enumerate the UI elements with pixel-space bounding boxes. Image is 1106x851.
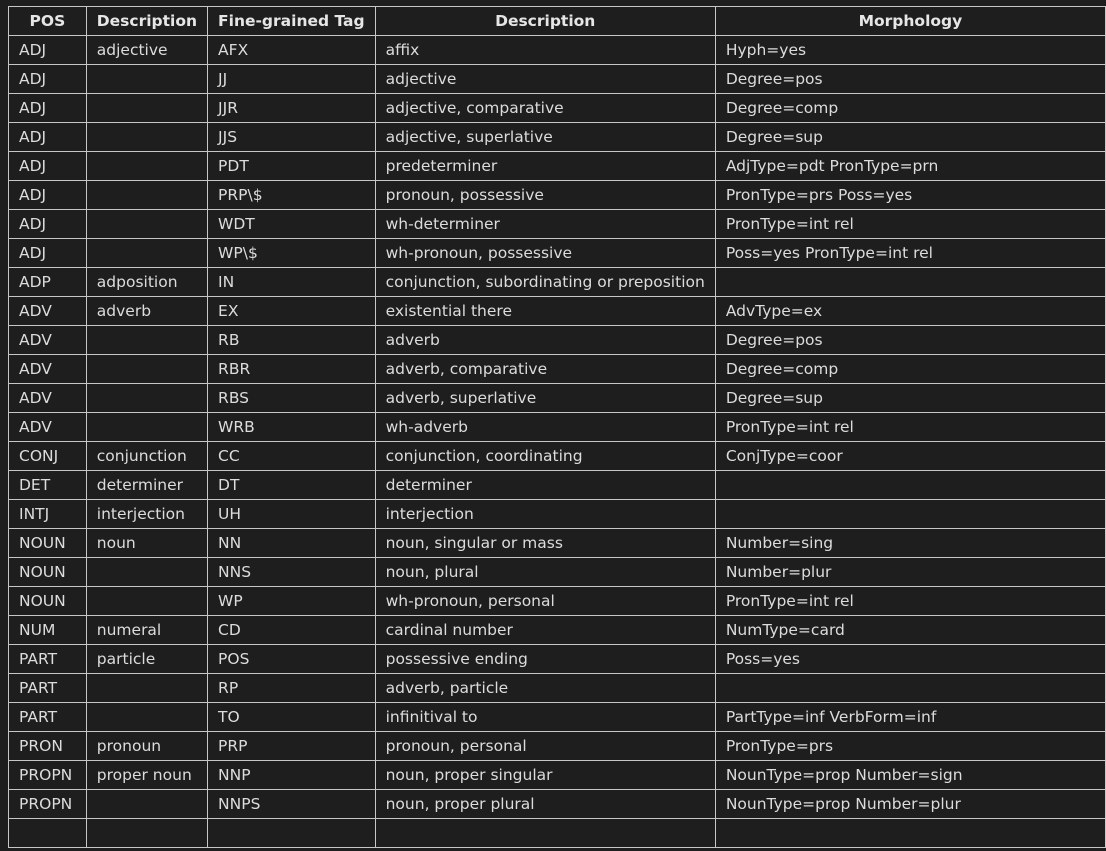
- header-pos-description: Description: [86, 7, 207, 36]
- table-row: [9, 558, 1106, 587]
- cell-tag-description: conjunction, coordinating: [375, 442, 715, 471]
- cell-pos-description: [86, 65, 207, 94]
- cell-pos-description: proper noun: [86, 761, 207, 790]
- cell-morphology: Degree=sup: [715, 384, 1105, 413]
- cell-tag-description: wh-pronoun, personal: [375, 587, 715, 616]
- cell-pos-description: [86, 558, 207, 587]
- cell-pos-description: [86, 674, 207, 703]
- cell-morphology: AdjType=pdt PronType=prn: [715, 152, 1105, 181]
- cell-pos-description: [86, 790, 207, 819]
- cell-morphology: [715, 819, 1105, 848]
- cell-pos-description: conjunction: [86, 442, 207, 471]
- cell-fine-grained-tag: PRP\$: [208, 181, 376, 210]
- table-row: [9, 210, 1106, 239]
- cell-pos: NOUN: [9, 587, 87, 616]
- cell-pos-description: [86, 181, 207, 210]
- table-header: [9, 7, 1106, 36]
- cell-morphology: Number=sing: [715, 529, 1105, 558]
- table-row: [9, 152, 1106, 181]
- cell-fine-grained-tag: RBR: [208, 355, 376, 384]
- cell-morphology: Number=plur: [715, 558, 1105, 587]
- header-tag-description: Description: [375, 7, 715, 36]
- cell-tag-description: pronoun, possessive: [375, 181, 715, 210]
- cell-pos: NOUN: [9, 529, 87, 558]
- cell-fine-grained-tag: WRB: [208, 413, 376, 442]
- cell-fine-grained-tag: IN: [208, 268, 376, 297]
- cell-pos-description: adposition: [86, 268, 207, 297]
- table-row: [9, 587, 1106, 616]
- table-row: [9, 761, 1106, 790]
- pos-tag-table: [8, 6, 1106, 848]
- cell-pos: PART: [9, 645, 87, 674]
- header-fine-grained-tag: Fine-grained Tag: [208, 7, 376, 36]
- cell-pos-description: determiner: [86, 471, 207, 500]
- cell-morphology: PronType=int rel: [715, 413, 1105, 442]
- cell-pos: DET: [9, 471, 87, 500]
- cell-morphology: [715, 268, 1105, 297]
- table-row: [9, 326, 1106, 355]
- cell-fine-grained-tag: DT: [208, 471, 376, 500]
- cell-morphology: PronType=prs: [715, 732, 1105, 761]
- cell-pos: ADJ: [9, 239, 87, 268]
- cell-fine-grained-tag: PDT: [208, 152, 376, 181]
- table-row: [9, 181, 1106, 210]
- cell-morphology: PronType=int rel: [715, 587, 1105, 616]
- cell-fine-grained-tag: TO: [208, 703, 376, 732]
- cell-tag-description: noun, proper singular: [375, 761, 715, 790]
- cell-fine-grained-tag: CC: [208, 442, 376, 471]
- cell-pos: NOUN: [9, 558, 87, 587]
- cell-fine-grained-tag: UH: [208, 500, 376, 529]
- cell-pos: [9, 819, 87, 848]
- cell-pos-description: [86, 384, 207, 413]
- cell-morphology: [715, 471, 1105, 500]
- cell-pos: ADV: [9, 384, 87, 413]
- table-row: [9, 790, 1106, 819]
- cell-fine-grained-tag: NN: [208, 529, 376, 558]
- cell-tag-description: cardinal number: [375, 616, 715, 645]
- table-row: [9, 500, 1106, 529]
- cell-morphology: AdvType=ex: [715, 297, 1105, 326]
- cell-pos: CONJ: [9, 442, 87, 471]
- cell-fine-grained-tag: JJR: [208, 94, 376, 123]
- cell-tag-description: noun, plural: [375, 558, 715, 587]
- cell-fine-grained-tag: RB: [208, 326, 376, 355]
- table-row: [9, 36, 1106, 65]
- table-row: [9, 529, 1106, 558]
- cell-pos: ADJ: [9, 36, 87, 65]
- cell-fine-grained-tag: NNPS: [208, 790, 376, 819]
- cell-fine-grained-tag: RBS: [208, 384, 376, 413]
- cell-tag-description: predeterminer: [375, 152, 715, 181]
- table-row: [9, 819, 1106, 848]
- cell-pos: ADJ: [9, 94, 87, 123]
- cell-pos-description: noun: [86, 529, 207, 558]
- table-row: [9, 616, 1106, 645]
- cell-tag-description: determiner: [375, 471, 715, 500]
- cell-tag-description: noun, proper plural: [375, 790, 715, 819]
- cell-tag-description: adjective: [375, 65, 715, 94]
- cell-pos: NUM: [9, 616, 87, 645]
- table-row: [9, 674, 1106, 703]
- header-row: [9, 7, 1106, 36]
- cell-fine-grained-tag: POS: [208, 645, 376, 674]
- cell-fine-grained-tag: JJ: [208, 65, 376, 94]
- cell-pos: ADJ: [9, 123, 87, 152]
- cell-pos-description: [86, 326, 207, 355]
- cell-tag-description: wh-pronoun, possessive: [375, 239, 715, 268]
- cell-morphology: Poss=yes PronType=int rel: [715, 239, 1105, 268]
- cell-pos-description: interjection: [86, 500, 207, 529]
- cell-pos-description: numeral: [86, 616, 207, 645]
- cell-tag-description: conjunction, subordinating or preposition: [375, 268, 715, 297]
- cell-fine-grained-tag: WP\$: [208, 239, 376, 268]
- table-row: [9, 123, 1106, 152]
- cell-fine-grained-tag: CD: [208, 616, 376, 645]
- cell-pos: ADV: [9, 355, 87, 384]
- cell-pos-description: [86, 703, 207, 732]
- cell-fine-grained-tag: RP: [208, 674, 376, 703]
- cell-morphology: PronType=int rel: [715, 210, 1105, 239]
- cell-morphology: NounType=prop Number=sign: [715, 761, 1105, 790]
- cell-fine-grained-tag: [208, 819, 376, 848]
- cell-tag-description: adverb, particle: [375, 674, 715, 703]
- cell-pos-description: [86, 210, 207, 239]
- cell-morphology: PartType=inf VerbForm=inf: [715, 703, 1105, 732]
- cell-pos-description: [86, 355, 207, 384]
- cell-morphology: Degree=pos: [715, 65, 1105, 94]
- cell-pos: ADJ: [9, 65, 87, 94]
- cell-pos-description: adverb: [86, 297, 207, 326]
- cell-tag-description: [375, 819, 715, 848]
- table-row: [9, 268, 1106, 297]
- header-pos: POS: [9, 7, 87, 36]
- cell-pos: PRON: [9, 732, 87, 761]
- table-row: [9, 645, 1106, 674]
- table-row: [9, 355, 1106, 384]
- cell-morphology: PronType=prs Poss=yes: [715, 181, 1105, 210]
- cell-tag-description: adverb, superlative: [375, 384, 715, 413]
- header-morphology: Morphology: [715, 7, 1105, 36]
- table-row: [9, 384, 1106, 413]
- cell-morphology: Hyph=yes: [715, 36, 1105, 65]
- cell-pos-description: [86, 94, 207, 123]
- table-row: [9, 471, 1106, 500]
- cell-morphology: [715, 674, 1105, 703]
- table-row: [9, 94, 1106, 123]
- cell-tag-description: interjection: [375, 500, 715, 529]
- cell-pos: PART: [9, 703, 87, 732]
- cell-pos-description: [86, 819, 207, 848]
- cell-pos: ADP: [9, 268, 87, 297]
- cell-pos: ADV: [9, 413, 87, 442]
- cell-morphology: Poss=yes: [715, 645, 1105, 674]
- cell-pos-description: [86, 239, 207, 268]
- cell-tag-description: adjective, comparative: [375, 94, 715, 123]
- table-row: [9, 65, 1106, 94]
- cell-pos: INTJ: [9, 500, 87, 529]
- cell-pos-description: particle: [86, 645, 207, 674]
- cell-tag-description: existential there: [375, 297, 715, 326]
- cell-fine-grained-tag: EX: [208, 297, 376, 326]
- cell-tag-description: affix: [375, 36, 715, 65]
- cell-pos: ADV: [9, 326, 87, 355]
- cell-pos-description: [86, 123, 207, 152]
- pos-tag-table-container: [8, 6, 1106, 848]
- cell-tag-description: adverb, comparative: [375, 355, 715, 384]
- cell-morphology: Degree=sup: [715, 123, 1105, 152]
- cell-pos-description: pronoun: [86, 732, 207, 761]
- table-row: [9, 239, 1106, 268]
- cell-pos: PROPN: [9, 790, 87, 819]
- cell-morphology: ConjType=coor: [715, 442, 1105, 471]
- cell-fine-grained-tag: AFX: [208, 36, 376, 65]
- cell-morphology: NumType=card: [715, 616, 1105, 645]
- cell-morphology: NounType=prop Number=plur: [715, 790, 1105, 819]
- cell-pos: ADJ: [9, 152, 87, 181]
- cell-morphology: Degree=comp: [715, 355, 1105, 384]
- table-body: [9, 36, 1106, 848]
- cell-tag-description: noun, singular or mass: [375, 529, 715, 558]
- cell-fine-grained-tag: PRP: [208, 732, 376, 761]
- cell-morphology: [715, 500, 1105, 529]
- cell-pos-description: [86, 587, 207, 616]
- cell-pos: PROPN: [9, 761, 87, 790]
- cell-morphology: Degree=pos: [715, 326, 1105, 355]
- cell-pos: ADJ: [9, 210, 87, 239]
- cell-morphology: Degree=comp: [715, 94, 1105, 123]
- cell-tag-description: infinitival to: [375, 703, 715, 732]
- cell-tag-description: possessive ending: [375, 645, 715, 674]
- table-row: [9, 442, 1106, 471]
- cell-pos-description: [86, 152, 207, 181]
- table-row: [9, 732, 1106, 761]
- cell-fine-grained-tag: WP: [208, 587, 376, 616]
- cell-pos: ADJ: [9, 181, 87, 210]
- cell-fine-grained-tag: JJS: [208, 123, 376, 152]
- cell-tag-description: wh-adverb: [375, 413, 715, 442]
- cell-tag-description: wh-determiner: [375, 210, 715, 239]
- cell-tag-description: pronoun, personal: [375, 732, 715, 761]
- table-row: [9, 413, 1106, 442]
- cell-tag-description: adverb: [375, 326, 715, 355]
- cell-pos: PART: [9, 674, 87, 703]
- cell-fine-grained-tag: NNS: [208, 558, 376, 587]
- cell-pos: ADV: [9, 297, 87, 326]
- cell-fine-grained-tag: NNP: [208, 761, 376, 790]
- cell-pos-description: adjective: [86, 36, 207, 65]
- table-row: [9, 297, 1106, 326]
- cell-fine-grained-tag: WDT: [208, 210, 376, 239]
- cell-pos-description: [86, 413, 207, 442]
- table-row: [9, 703, 1106, 732]
- cell-tag-description: adjective, superlative: [375, 123, 715, 152]
